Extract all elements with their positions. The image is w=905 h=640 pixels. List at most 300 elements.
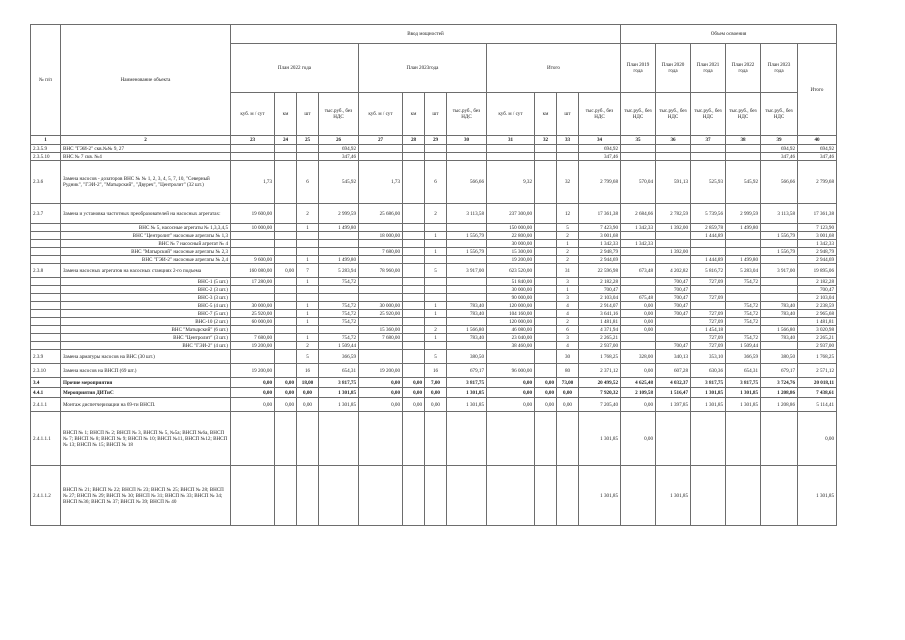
row-value-cell [656, 153, 691, 161]
table-row [31, 466, 837, 526]
row-value-cell [691, 302, 726, 310]
row-value-cell: 3 817,75 [447, 378, 487, 388]
row-value-cell: 694,92 [761, 145, 798, 153]
row-value-cell: 3 817,75 [691, 378, 726, 388]
row-value-cell [425, 240, 447, 248]
row-value-cell [403, 412, 425, 466]
row-value-cell: 5 [297, 350, 319, 364]
header-object-name: Наименование объекта [61, 25, 231, 136]
row-value-cell: 46 080,00 [487, 326, 535, 334]
row-object-name: ВНС "Центролит" (3 шт.) [61, 334, 231, 342]
row-value-cell: 1,73 [231, 161, 275, 204]
table-row [31, 256, 837, 264]
row-value-cell: 366,59 [726, 350, 761, 364]
row-value-cell: 1 301,85 [656, 466, 691, 526]
row-value-cell: 1 [297, 278, 319, 286]
row-value-cell: 2 948,79 [579, 248, 621, 256]
row-number [31, 248, 61, 256]
row-value-cell: 0,00 [621, 412, 656, 466]
row-value-cell [557, 153, 579, 161]
row-value-cell: 1 301,85 [579, 412, 621, 466]
row-value-cell: 1 481,81 [798, 318, 837, 326]
row-value-cell [447, 412, 487, 466]
row-value-cell [297, 286, 319, 294]
row-value-cell: 2 782,59 [656, 204, 691, 224]
row-value-cell [403, 310, 425, 318]
row-value-cell [425, 145, 447, 153]
row-value-cell [403, 256, 425, 264]
header-total: Итого [487, 44, 621, 93]
row-value-cell: 2 571,12 [798, 364, 837, 378]
row-value-cell [297, 466, 319, 526]
row-value-cell [557, 145, 579, 153]
row-value-cell [403, 334, 425, 342]
row-number: 2.3.9 [31, 350, 61, 364]
row-value-cell: 1 208,86 [761, 388, 798, 398]
row-value-cell: 694,92 [798, 145, 837, 153]
row-value-cell [447, 466, 487, 526]
row-value-cell [403, 145, 425, 153]
row-value-cell [275, 153, 297, 161]
row-value-cell [487, 153, 535, 161]
row-value-cell: 7 123,90 [798, 224, 837, 232]
row-value-cell [275, 466, 297, 526]
row-value-cell [297, 153, 319, 161]
row-value-cell: 754,72 [726, 278, 761, 286]
row-value-cell: 4 371,94 [579, 326, 621, 334]
unit-rub: тыс.руб., без НДС [691, 93, 726, 136]
row-number: 2.4.1.1.2 [31, 466, 61, 526]
row-value-cell: 2 948,79 [798, 248, 837, 256]
column-number: 36 [656, 136, 691, 145]
row-value-cell: 1 397,85 [656, 398, 691, 412]
row-value-cell [403, 318, 425, 326]
table-row [31, 294, 837, 302]
row-value-cell: 0,00 [621, 302, 656, 310]
row-value-cell: 1 499,80 [726, 256, 761, 264]
row-object-name: Прочие мероприятия [61, 378, 231, 388]
column-number: 24 [275, 136, 297, 145]
row-value-cell [656, 326, 691, 334]
row-value-cell [621, 248, 656, 256]
row-value-cell [761, 278, 798, 286]
row-value-cell [535, 466, 557, 526]
row-value-cell: 566,66 [447, 161, 487, 204]
row-value-cell: 754,72 [726, 334, 761, 342]
row-value-cell: 4 [557, 310, 579, 318]
row-value-cell: 783,40 [447, 310, 487, 318]
row-value-cell [535, 294, 557, 302]
row-value-cell: 700,47 [656, 302, 691, 310]
row-value-cell [535, 232, 557, 240]
row-number: 2.3.6 [31, 161, 61, 204]
row-value-cell: 0,00 [535, 378, 557, 388]
row-value-cell [557, 412, 579, 466]
row-value-cell [447, 153, 487, 161]
row-value-cell: 1 301,85 [691, 388, 726, 398]
row-value-cell: 347,46 [319, 153, 359, 161]
row-value-cell: 0,00 [425, 398, 447, 412]
row-object-name: ВНС "Матырский" (6 шт.) [61, 326, 231, 334]
row-value-cell: 380,50 [761, 350, 798, 364]
row-value-cell: 18 000,00 [359, 232, 403, 240]
row-value-cell [761, 224, 798, 232]
row-value-cell [535, 145, 557, 153]
row-value-cell [726, 286, 761, 294]
row-value-cell [691, 145, 726, 153]
row-value-cell: 18,00 [297, 378, 319, 388]
row-number: 2.3.10 [31, 364, 61, 378]
row-value-cell: 1 516,47 [656, 388, 691, 398]
row-value-cell: 2 265,21 [798, 334, 837, 342]
row-value-cell [403, 294, 425, 302]
row-value-cell: 0,00 [403, 388, 425, 398]
row-value-cell [761, 412, 798, 466]
row-value-cell [487, 412, 535, 466]
row-value-cell [425, 412, 447, 466]
table-row [31, 412, 837, 466]
row-value-cell: 353,10 [691, 350, 726, 364]
row-number [31, 342, 61, 350]
row-object-name: ВНС "ГЭИ-2" скв.№№ 9, 27 [61, 145, 231, 153]
row-value-cell: 0,00 [403, 378, 425, 388]
column-number: 26 [319, 136, 359, 145]
row-value-cell: 679,17 [761, 364, 798, 378]
row-value-cell [359, 278, 403, 286]
table-row [31, 310, 837, 318]
row-value-cell: 7,00 [425, 378, 447, 388]
row-value-cell: 120 000,00 [487, 302, 535, 310]
row-value-cell: 328,00 [621, 350, 656, 364]
column-number: 2 [61, 136, 231, 145]
row-value-cell: 1 [297, 318, 319, 326]
row-value-cell: 1 444,89 [691, 256, 726, 264]
row-value-cell [275, 145, 297, 153]
row-value-cell [761, 294, 798, 302]
row-value-cell: 6 [425, 161, 447, 204]
row-value-cell: 1 556,79 [447, 232, 487, 240]
row-value-cell [656, 240, 691, 248]
row-value-cell: 38 460,00 [487, 342, 535, 350]
row-object-name: ВНС "Матырский" насосные агрегаты № 2,3 [61, 248, 231, 256]
row-value-cell: 7 680,00 [359, 334, 403, 342]
row-value-cell: 15 300,00 [487, 248, 535, 256]
row-value-cell: 2 [557, 232, 579, 240]
row-number [31, 294, 61, 302]
table-row [31, 342, 837, 350]
row-value-cell [535, 318, 557, 326]
row-value-cell: 700,47 [798, 286, 837, 294]
unit-km: км [535, 93, 557, 136]
unit-m3: куб. м / сут [487, 93, 535, 136]
row-value-cell: 2 [425, 204, 447, 224]
row-value-cell [319, 240, 359, 248]
header-year-2019: План 2019 года [621, 44, 656, 93]
row-number: 2.3.5.9 [31, 145, 61, 153]
row-value-cell: 1 566,80 [447, 326, 487, 334]
table-row [31, 248, 837, 256]
column-number: 30 [447, 136, 487, 145]
row-value-cell [297, 326, 319, 334]
row-value-cell: 60 000,00 [231, 318, 275, 326]
row-value-cell: 1 [425, 232, 447, 240]
unit-km: км [275, 93, 297, 136]
row-value-cell [656, 232, 691, 240]
row-value-cell: 754,72 [319, 334, 359, 342]
table-row [31, 350, 837, 364]
row-value-cell [621, 342, 656, 350]
row-value-cell: 591,13 [656, 161, 691, 204]
row-value-cell: 1 301,85 [319, 388, 359, 398]
row-value-cell [761, 286, 798, 294]
row-value-cell [535, 161, 557, 204]
row-value-cell: 0,00 [297, 388, 319, 398]
row-value-cell: 754,72 [726, 310, 761, 318]
row-value-cell [761, 256, 798, 264]
row-value-cell: 0,00 [275, 378, 297, 388]
row-value-cell [275, 286, 297, 294]
row-value-cell [275, 256, 297, 264]
column-number: 28 [403, 136, 425, 145]
row-object-name: ВНС № 7 насосный агрегат № 4 [61, 240, 231, 248]
header-funding-group: Объем освоения [621, 25, 837, 44]
table-row [31, 204, 837, 224]
row-value-cell: 22 800,00 [487, 232, 535, 240]
row-value-cell: 1 301,85 [726, 398, 761, 412]
row-value-cell [297, 294, 319, 302]
row-value-cell [359, 153, 403, 161]
unit-rub: тыс.руб., без НДС [621, 93, 656, 136]
unit-pcs: шт [557, 93, 579, 136]
row-value-cell: 1 [297, 310, 319, 318]
row-value-cell: 700,47 [656, 286, 691, 294]
row-value-cell: 0,00 [359, 378, 403, 388]
row-value-cell [656, 412, 691, 466]
row-value-cell [535, 302, 557, 310]
row-number [31, 302, 61, 310]
row-value-cell: 19 200,00 [359, 364, 403, 378]
header-year-2020: План 2020 года [656, 44, 691, 93]
row-number: 2.3.8 [31, 264, 61, 278]
row-value-cell [447, 342, 487, 350]
row-value-cell: 0,00 [621, 326, 656, 334]
row-value-cell: 3 001,68 [579, 232, 621, 240]
row-number [31, 232, 61, 240]
row-number [31, 224, 61, 232]
row-value-cell: 1 301,85 [579, 466, 621, 526]
row-value-cell: 679,17 [447, 364, 487, 378]
row-value-cell: 0,00 [535, 388, 557, 398]
row-value-cell: 0,00 [359, 398, 403, 412]
row-value-cell: 30 [557, 350, 579, 364]
row-value-cell: 1 509,44 [726, 342, 761, 350]
row-object-name: ВНС-7 (5 шт.) [61, 310, 231, 318]
row-value-cell: 6 [557, 326, 579, 334]
row-number: 2.3.7 [31, 204, 61, 224]
row-value-cell [535, 364, 557, 378]
row-value-cell [275, 248, 297, 256]
unit-km: км [403, 93, 425, 136]
row-value-cell [319, 248, 359, 256]
row-value-cell: 9,32 [487, 161, 535, 204]
row-value-cell [231, 286, 275, 294]
header-plan-2023: План 2023года [359, 44, 487, 93]
row-value-cell [359, 240, 403, 248]
row-value-cell [231, 294, 275, 302]
row-value-cell [403, 161, 425, 204]
row-value-cell [447, 240, 487, 248]
row-value-cell: 3 817,75 [319, 378, 359, 388]
row-value-cell: 3 001,68 [798, 232, 837, 240]
row-value-cell: 0,00 [231, 388, 275, 398]
column-number: 39 [761, 136, 798, 145]
unit-m3: куб. м / сут [359, 93, 403, 136]
row-value-cell: 0,00 [535, 398, 557, 412]
row-value-cell: 30 000,00 [359, 302, 403, 310]
row-value-cell [403, 466, 425, 526]
row-value-cell: 9 600,00 [231, 256, 275, 264]
row-value-cell [231, 466, 275, 526]
row-value-cell: 0,00 [359, 388, 403, 398]
row-value-cell: 19 200,00 [231, 342, 275, 350]
row-value-cell [403, 342, 425, 350]
row-value-cell: 78 960,00 [359, 264, 403, 278]
row-value-cell [359, 318, 403, 326]
row-value-cell [275, 161, 297, 204]
row-value-cell: 2 937,00 [798, 342, 837, 350]
row-value-cell: 1 301,85 [319, 398, 359, 412]
row-value-cell [359, 294, 403, 302]
row-value-cell: 0,00 [425, 388, 447, 398]
row-value-cell [425, 278, 447, 286]
row-value-cell: 1 768,25 [579, 350, 621, 364]
row-object-name: ВНСП № 1; ВНСП № 2; ВНСП № 3, ВНСП № 5, №5а; ВНСП №6а, ВНСП № 7; ВНСП № 8; ВНСП № 9; ВНСП № 10; ВНСП №11, ВНСП №12; ВНСП № 13; ВНСП № 15; ВНСП № 18 [61, 412, 231, 466]
row-value-cell [403, 286, 425, 294]
row-number: 2.4.1.1.1 [31, 412, 61, 466]
row-value-cell [761, 342, 798, 350]
row-object-name: ВНС-10 (2 шт.) [61, 318, 231, 326]
row-object-name: Монтаж диспетчеризации на 69-ти ВНСП. [61, 398, 231, 412]
row-object-name: ВНС № 5, насосные агрегаты № 1,3,3,4,5 [61, 224, 231, 232]
row-value-cell [656, 145, 691, 153]
row-value-cell: 2 965,68 [798, 310, 837, 318]
row-value-cell: 1 [297, 224, 319, 232]
row-value-cell: 1 342,33 [621, 240, 656, 248]
row-value-cell [535, 278, 557, 286]
row-number: 4.4.1 [31, 388, 61, 398]
header-year-2021: План 2021 года [691, 44, 726, 93]
row-value-cell [656, 334, 691, 342]
row-value-cell: 2 182,28 [579, 278, 621, 286]
row-object-name: Замена насосов - дозаторов ВНС № № 1, 2, 3, 4, 5, 7, 10, "Северный Рудник", "ГЭИ-2", "Матырский", "Двуреч", "Центролит" (32 шт.) [61, 161, 231, 204]
row-value-cell: 120 000,00 [487, 318, 535, 326]
row-value-cell: 783,40 [447, 334, 487, 342]
row-value-cell: 783,40 [761, 302, 798, 310]
row-number [31, 334, 61, 342]
row-value-cell: 347,46 [798, 153, 837, 161]
row-value-cell: 727,09 [691, 278, 726, 286]
row-value-cell [447, 318, 487, 326]
column-number: 25 [297, 136, 319, 145]
row-value-cell [275, 302, 297, 310]
row-value-cell [275, 350, 297, 364]
row-value-cell: 150 000,00 [487, 224, 535, 232]
row-value-cell: 0,00 [621, 310, 656, 318]
row-value-cell: 1 499,80 [319, 224, 359, 232]
row-value-cell [557, 466, 579, 526]
row-value-cell [425, 466, 447, 526]
row-value-cell: 673,48 [621, 264, 656, 278]
row-value-cell: 3 917,00 [761, 264, 798, 278]
column-number: 23 [231, 136, 275, 145]
row-value-cell [275, 310, 297, 318]
row-value-cell: 1 [297, 334, 319, 342]
row-value-cell: 754,72 [726, 302, 761, 310]
row-value-cell: 1 [425, 248, 447, 256]
table-row [31, 334, 837, 342]
row-value-cell: 1 301,85 [726, 388, 761, 398]
header-total-sum: Итого [798, 44, 837, 136]
row-value-cell: 347,46 [579, 153, 621, 161]
row-value-cell: 3 917,00 [447, 264, 487, 278]
table-row [31, 240, 837, 248]
column-number: 40 [798, 136, 837, 145]
row-value-cell: 380,50 [447, 350, 487, 364]
row-value-cell: 0,00 [231, 398, 275, 412]
row-value-cell: 7 [297, 264, 319, 278]
row-value-cell: 1 301,85 [798, 466, 837, 526]
table-row [31, 161, 837, 204]
row-value-cell [359, 412, 403, 466]
row-value-cell: 754,72 [319, 278, 359, 286]
table-row [31, 145, 837, 153]
column-number: 1 [31, 136, 61, 145]
row-value-cell: 1 556,79 [761, 232, 798, 240]
row-value-cell: 4 625,48 [621, 378, 656, 388]
row-value-cell: 7 205,40 [579, 398, 621, 412]
row-value-cell: 570,04 [621, 161, 656, 204]
row-value-cell [275, 412, 297, 466]
row-value-cell: 3 724,76 [761, 378, 798, 388]
row-value-cell [621, 232, 656, 240]
row-value-cell: 16 [297, 364, 319, 378]
column-number: 31 [487, 136, 535, 145]
row-value-cell [403, 153, 425, 161]
row-value-cell [761, 318, 798, 326]
row-value-cell: 783,40 [761, 310, 798, 318]
row-value-cell [726, 412, 761, 466]
row-value-cell [535, 240, 557, 248]
row-value-cell: 51 840,00 [487, 278, 535, 286]
table-row [31, 264, 837, 278]
row-value-cell: 2 [557, 248, 579, 256]
row-value-cell: 1 301,85 [691, 398, 726, 412]
row-value-cell [403, 364, 425, 378]
row-value-cell [297, 240, 319, 248]
row-value-cell [319, 326, 359, 334]
row-value-cell: 1 768,25 [798, 350, 837, 364]
row-value-cell: 1 509,44 [319, 342, 359, 350]
row-value-cell: 5 283,04 [726, 264, 761, 278]
row-value-cell: 22 596,98 [579, 264, 621, 278]
row-value-cell: 73,00 [557, 378, 579, 388]
row-value-cell: 545,92 [726, 161, 761, 204]
row-value-cell: 0,00 [487, 388, 535, 398]
row-value-cell [319, 294, 359, 302]
row-value-cell [535, 248, 557, 256]
row-value-cell [656, 256, 691, 264]
row-object-name: Замена насосных агрегатов на насосных станциях 2-го подъема [61, 264, 231, 278]
